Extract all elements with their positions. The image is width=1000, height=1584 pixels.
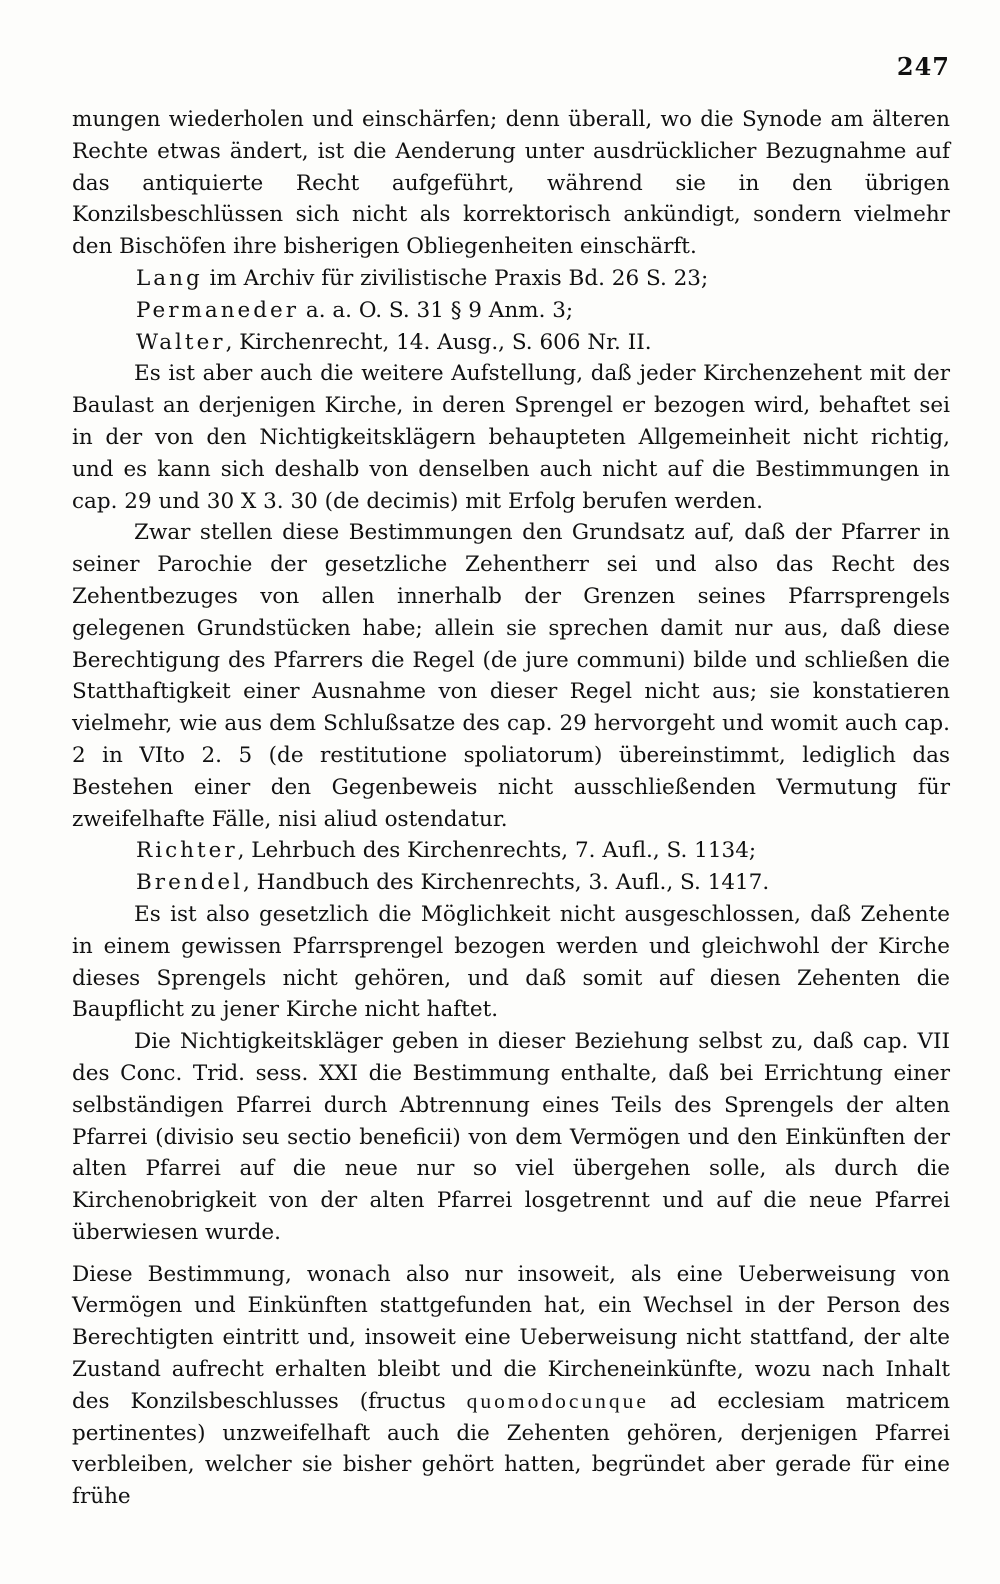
body-text [72, 104, 950, 1513]
citation-author: Richter [136, 838, 238, 864]
paragraph-moeglichkeit: Es ist also gesetzlich die Möglichkeit nicht ausgeschlossen, daß Zehente in einem gewissen Pfarrsprengel bezogen werden und gleichwohl der Kirche dieses Sprengels nicht gehören, und daß somit auf diesen Zehenten die Baupflicht zu jener Kirche nicht haftet. [72, 901, 950, 1023]
citation-author: Walter [136, 329, 226, 355]
citation-lang [72, 263, 950, 295]
citation-permaneder [72, 295, 950, 327]
paragraph-bestimmung [72, 1259, 950, 1513]
citation-author: Brendel [136, 870, 244, 896]
citation-reference: a. a. O. S. 31 § 9 Anm. 3; [299, 297, 574, 323]
citation-author: Lang [136, 265, 203, 291]
paragraph-continued: mungen wiederholen und einschärfen; denn überall, wo die Synode am älteren Rechte etwas ändert, ist die Aenderung unter ausdrücklicher Bezugnahme auf das antiquierte Recht aufgeführt, während sie in den übrigen Konzilsbeschlüssen sich nicht als korrektorisch ankündigt, sondern vielmehr den Bischöfen ihre bisherigen Obliegenheiten einschärft. [72, 107, 950, 260]
paragraph-bestimmung-part-b: ad ecclesiam matricem pertinentes) unzweifelhaft auch die Zehenten gehören, derjenigen Pfarrei verbleiben, welcher sie bisher gehört hatten, begründet aber gerade für eine frühe [72, 1388, 950, 1510]
paragraph-gap [72, 1249, 950, 1259]
citation-walter [72, 327, 950, 359]
citation-reference: , Kirchenrecht, 14. Ausg., S. 606 Nr. II. [225, 329, 652, 355]
page-number: 247 [896, 52, 950, 81]
citation-brendel [72, 867, 950, 899]
paragraph-aufstellung: Es ist aber auch die weitere Aufstellung, daß jeder Kirchenzehent mit der Baulast an derjenigen Kirche, in deren Sprengel er bezogen wird, behaftet sei in der von den Nichtigkeitsklägern behaupteten Allgemeinheit nicht richtig, und es kann sich deshalb von denselben auch nicht auf die Bestimmungen in cap. 29 und 30 X 3. 30 (de decimis) mit Erfolg berufen werden. [72, 361, 950, 514]
spaced-emphasis: quomodocunque [466, 1388, 649, 1413]
paragraph-nichtigkeitsklaeger: Die Nichtigkeitskläger geben in dieser Beziehung selbst zu, daß cap. VII des Conc. Trid. sess. XXI die Bestimmung enthalte, daß bei Errichtung einer selbständigen Pfarrei durch Abtrennung eines Teils des Sprengels der alten Pfarrei (divisio seu sectio beneficii) von dem Vermögen und den Einkünften der alten Pfarrei auf die neue nur so viel übergehen solle, als durch die Kirchenobrigkeit von der alten Pfarrei losgetrennt und auf die neue Pfarrei überwiesen wurde. [72, 1029, 950, 1245]
paragraph-bestimmung-part-a: Diese Bestimmung, wonach also nur insoweit, als eine Ueberweisung von Vermögen und Einkünften stattgefunden hat, ein Wechsel in der Person des Berechtigten eintritt und, insoweit eine Ueberweisung nicht stattfand, der alte Zustand aufrecht erhalten bleibt und die Kircheneinkünfte, wozu nach Inhalt des Konzilsbeschlusses (fructus [72, 1261, 950, 1414]
citation-author: Permaneder [136, 297, 300, 323]
paragraph-grundsatz: Zwar stellen diese Bestimmungen den Grundsatz auf, daß der Pfarrer in seiner Parochie der gesetzliche Zehentherr sei und also das Recht des Zehentbezuges von allen innerhalb der Grenzen seines Pfarrsprengels gelegenen Grundstücken habe; allein sie sprechen damit nur aus, daß diese Berechtigung des Pfarrers die Regel (de jure communi) bilde und schließen die Statthaftigkeit einer Ausnahme von dieser Regel nicht aus; sie konstatieren vielmehr, wie aus dem Schlußsatze des cap. 29 hervorgeht und womit auch cap. 2 in VIto 2. 5 (de restitutione spoliatorum) übereinstimmt, lediglich das Bestehen einer den Gegenbeweis nicht ausschließenden Vermutung für zweifelhafte Fälle, nisi aliud ostendatur. [72, 520, 950, 832]
citation-reference: , Handbuch des Kirchenrechts, 3. Aufl., S. 1417. [243, 870, 770, 896]
citation-reference: im Archiv für zivilistische Praxis Bd. 26 S. 23; [202, 265, 709, 291]
citation-richter [72, 835, 950, 867]
citation-reference: , Lehrbuch des Kirchenrechts, 7. Aufl., S. 1134; [237, 838, 757, 864]
